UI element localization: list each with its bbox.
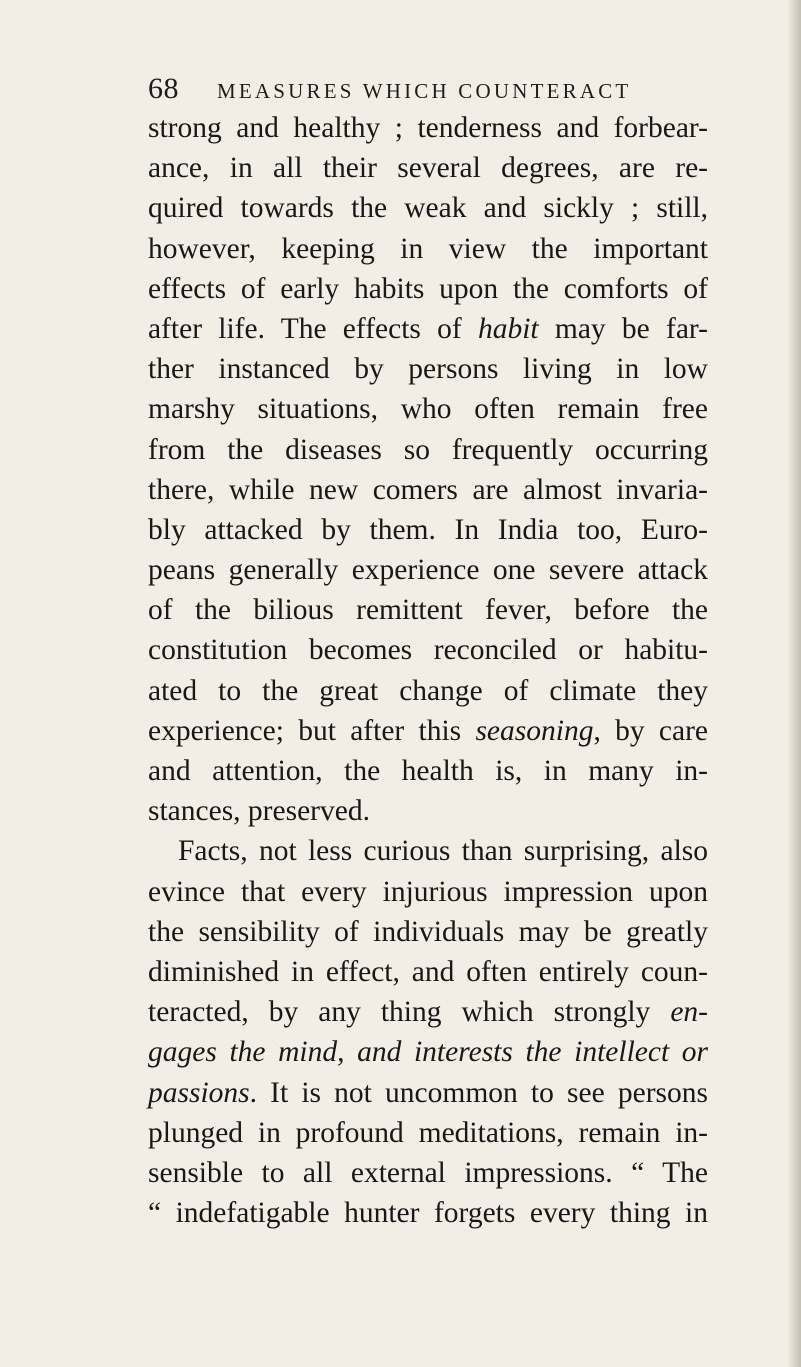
text-run: . It is not uncommon to see persons — [249, 1076, 708, 1109]
text-line: however, keeping in view the important — [148, 232, 708, 265]
page-edge-shadow — [787, 0, 801, 1367]
text-line: “ indefatigable hunter forgets every thing in — [148, 1197, 708, 1230]
italic-run: gages the mind, and interests the intellect or — [148, 1036, 708, 1069]
text-line: ance, in all their several degrees, are re- — [148, 152, 708, 185]
text-line: ated to the great change of climate they — [148, 674, 708, 707]
body-text — [148, 108, 708, 1233]
text-line: from the diseases so frequently occurring — [148, 433, 708, 466]
text-line: strong and healthy ; tenderness and forbear- — [148, 112, 708, 144]
text-line: stances, preserved. — [148, 795, 370, 828]
page-header — [148, 72, 708, 106]
page-number: 68 — [148, 72, 179, 105]
text-run: after life. The effects of — [148, 312, 478, 345]
running-title: MEASURES WHICH COUNTERACT — [217, 79, 632, 103]
text-line: diminished in effect, and often entirely coun- — [148, 955, 708, 988]
text-line — [148, 992, 708, 1032]
text-line: bly attacked by them. In India too, Euro- — [148, 513, 708, 546]
text-line: evince that every injurious impression upon — [148, 875, 708, 908]
text-line: there, while new comers are almost invaria- — [148, 473, 708, 506]
text-line: the sensibility of individuals may be greatly — [148, 915, 708, 948]
text-line: and attention, the health is, in many in- — [148, 755, 708, 787]
text-line: marshy situations, who often remain free — [148, 393, 708, 426]
italic-run: seasoning — [475, 714, 594, 747]
italic-run: habit — [477, 312, 539, 345]
italic-run: passions — [148, 1076, 250, 1109]
text-line: sensible to all external impressions. “ The — [148, 1156, 708, 1189]
text-line — [148, 711, 708, 751]
text-run: may be far- — [538, 312, 708, 345]
text-line: effects of early habits upon the comforts of — [148, 272, 708, 305]
text-line: constitution becomes reconciled or habitu- — [148, 634, 708, 667]
text-line: ther instanced by persons living in low — [148, 353, 708, 386]
text-line: of the bilious remittent fever, before the — [148, 594, 708, 627]
text-line — [148, 1073, 708, 1113]
text-run: teracted, by any thing which strongly — [148, 996, 671, 1029]
text-line — [148, 309, 708, 349]
text-line: quired towards the weak and sickly ; still, — [148, 192, 708, 225]
text-line — [148, 1032, 708, 1072]
text-line: plunged in profound meditations, remain in- — [148, 1116, 708, 1149]
text-line: Facts, not less curious than surprising, also — [178, 835, 708, 868]
text-line: peans generally experience one severe attack — [148, 554, 708, 587]
text-run: , by care — [593, 714, 708, 747]
italic-run: en- — [670, 996, 708, 1029]
text-run: experience; but after this — [148, 714, 476, 747]
